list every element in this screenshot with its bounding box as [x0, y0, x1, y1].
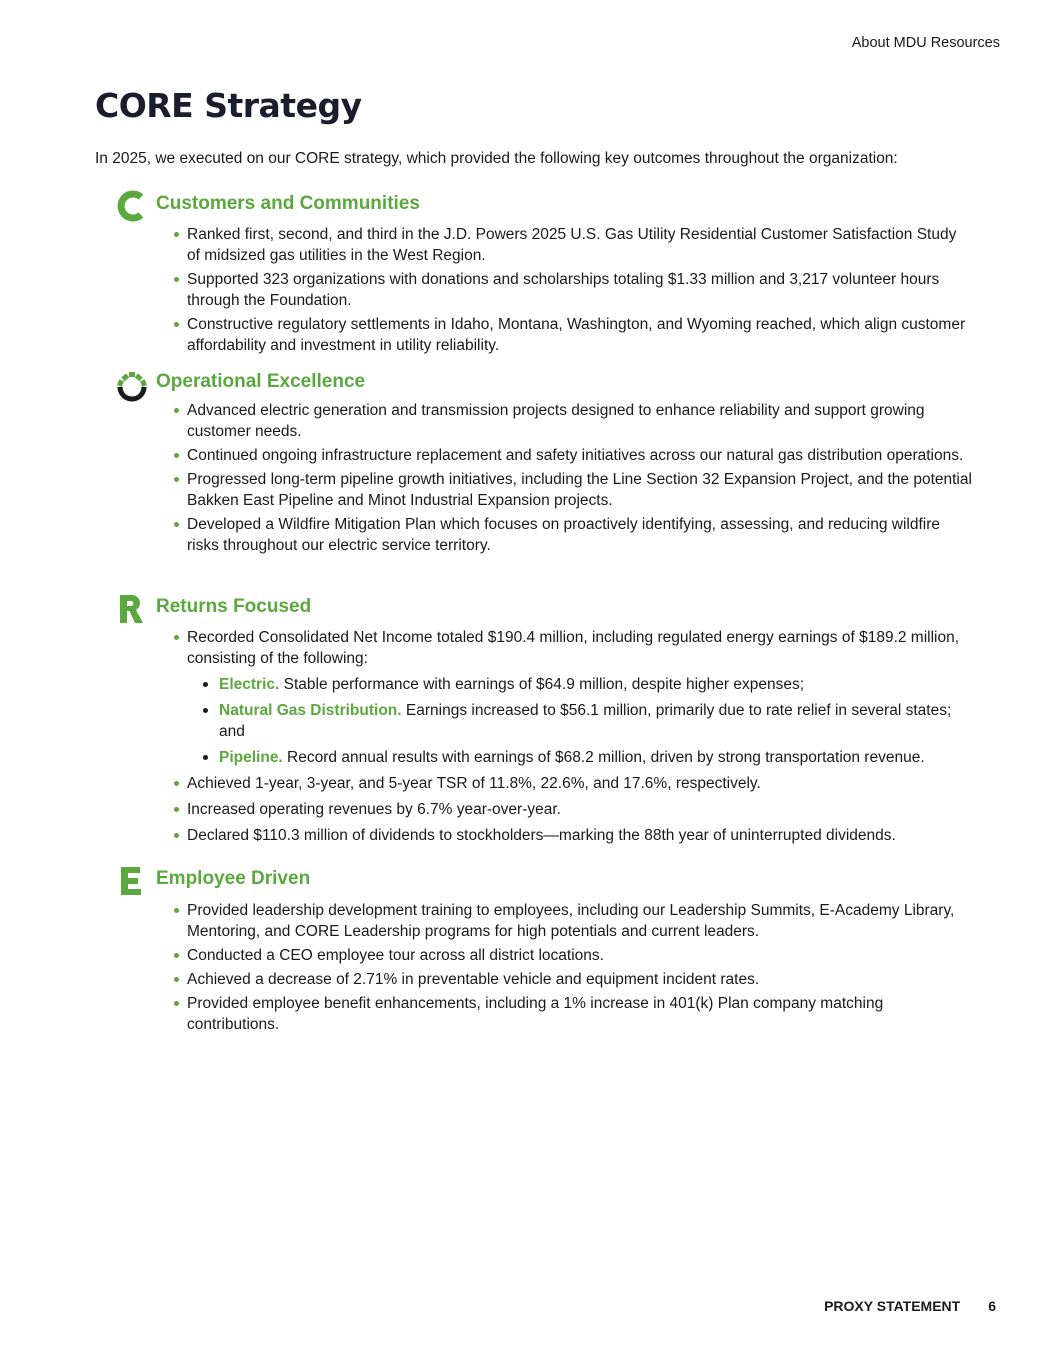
list-item: Declared $110.3 million of dividends to stockholders—marking the 88th year of uninterrupted dividends.	[113, 825, 973, 846]
section-employee-driven	[113, 868, 973, 1035]
list-item: Achieved a decrease of 2.71% in preventable vehicle and equipment incident rates.	[113, 969, 973, 990]
section-title: Customers and Communities	[156, 193, 420, 214]
list-item: Developed a Wildfire Mitigation Plan which focuses on proactively identifying, assessing, and reducing wildfire risks throughout our electric service territory.	[113, 514, 973, 556]
sub-list-item: Electric. Stable performance with earnings of $64.9 million, despite higher expenses;	[187, 674, 973, 695]
section-title: Operational Excellence	[156, 371, 366, 392]
list-item: Ranked first, second, and third in the J.D. Powers 2025 U.S. Gas Utility Residential Customer Satisfaction Study of midsized gas utilities in the West Region.	[113, 224, 973, 266]
page-footer	[824, 1298, 996, 1314]
list-item: Increased operating revenues by 6.7% year-over-year.	[113, 799, 973, 820]
list-item: Advanced electric generation and transmission projects designed to enhance reliability and support growing customer needs.	[113, 400, 973, 442]
section-title: Returns Focused	[156, 596, 312, 617]
section-customers-communities	[113, 193, 973, 356]
list-item: Provided leadership development training to employees, including our Leadership Summits, E-Academy Library, Mentoring, and CORE Leadership programs for high potentials and current leaders.	[113, 900, 973, 942]
list-item: Progressed long-term pipeline growth initiatives, including the Line Section 32 Expansion Project, and the potential Bakken East Pipeline and Minot Industrial Expansion projects.	[113, 469, 973, 511]
list-item: Provided employee benefit enhancements, including a 1% increase in 401(k) Plan company matching contributions.	[113, 993, 973, 1035]
list-item: Achieved 1-year, 3-year, and 5-year TSR of 11.8%, 22.6%, and 17.6%, respectively.	[113, 773, 973, 794]
intro-paragraph: In 2025, we executed on our CORE strategy, which provided the following key outcomes throughout the organization:	[95, 150, 898, 167]
letter-c-icon	[116, 189, 146, 223]
page-title: CORE Strategy	[95, 86, 362, 125]
list-item: Conducted a CEO employee tour across all district locations.	[113, 945, 973, 966]
section-operational-excellence	[113, 371, 973, 556]
page-number: 6	[988, 1298, 996, 1314]
list-item: Continued ongoing infrastructure replacement and safety initiatives across our natural gas distribution operations.	[113, 445, 973, 466]
footer-label: PROXY STATEMENT	[824, 1298, 961, 1314]
section-title: Employee Driven	[156, 868, 311, 889]
section-returns-focused	[113, 596, 973, 846]
sub-list-item: Pipeline. Record annual results with earnings of $68.2 million, driven by strong transportation revenue.	[187, 747, 973, 768]
list-item: Recorded Consolidated Net Income totaled $190.4 million, including regulated energy earnings of $189.2 million, consisting of the following: Electric. Stable performance with earnings of $64.9 million, despite higher expenses; Natural Gas Distribution. Earnings increased to $56.1 million, primarily due to rate relief in several states; and Pipeline. Record annual results with earnings of $68.2 million, driven by strong transportation revenue.	[113, 627, 973, 768]
letter-r-icon	[116, 592, 146, 626]
list-item: Constructive regulatory settlements in Idaho, Montana, Washington, and Wyoming reached, which align customer affordability and investment in utility reliability.	[113, 314, 973, 356]
running-header: About MDU Resources	[851, 35, 1000, 51]
letter-e-icon	[116, 864, 146, 898]
sub-list-item: Natural Gas Distribution. Earnings increased to $56.1 million, primarily due to rate relief in several states; and	[187, 700, 973, 742]
list-item: Supported 323 organizations with donations and scholarships totaling $1.33 million and 3,217 volunteer hours through the Foundation.	[113, 269, 973, 311]
letter-o-gear-icon	[115, 370, 149, 404]
